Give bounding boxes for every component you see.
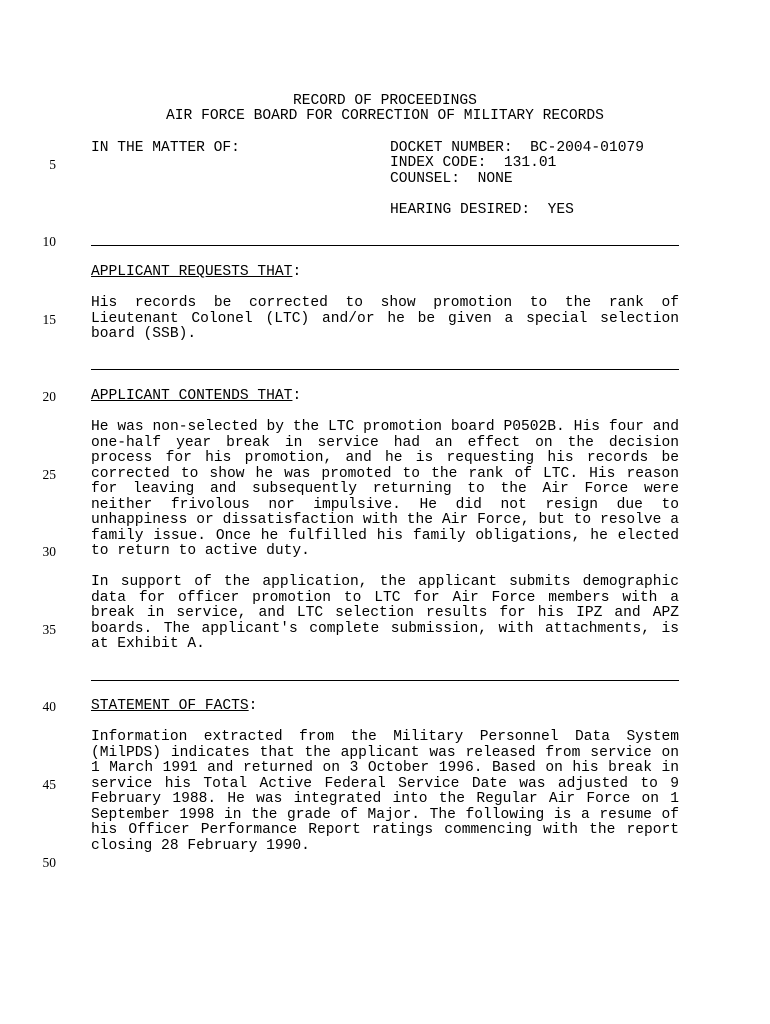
line-number: 40: [42, 699, 56, 714]
line-number: 5: [49, 157, 56, 172]
line-number: 20: [42, 389, 56, 404]
facts-heading-colon: :: [248, 698, 258, 714]
line-number: 30: [42, 544, 56, 559]
divider-rule: [91, 369, 679, 370]
section-heading-contends: [91, 389, 301, 405]
counsel: COUNSEL: NONE: [390, 171, 513, 187]
facts-paragraph: Information extracted from the Military Personnel Data System (MilPDS) indicates that the applicant was released from service on 1 March 1991 and returned on 3 October 1996. Based on his break in service his Total Active Federal Service Date was adjusted to 9 February 1988. He was integrated into the Regular Air Force on 1 September 1998 in the grade of Major. The following is a resume of his Officer Performance Report ratings commencing with the report closing 28 February 1990.: [91, 729, 679, 854]
line-number: 45: [42, 777, 56, 792]
line-number: 15: [42, 312, 56, 327]
contends-heading-text: APPLICANT CONTENDS THAT: [91, 388, 293, 404]
docket-number: DOCKET NUMBER: BC-2004-01079: [390, 140, 644, 156]
line-number: 50: [42, 855, 56, 870]
facts-heading-text: STATEMENT OF FACTS: [91, 698, 249, 714]
document-subtitle: AIR FORCE BOARD FOR CORRECTION OF MILITARY RECORDS: [166, 108, 604, 124]
divider-rule: [91, 680, 679, 681]
index-code: INDEX CODE: 131.01: [390, 155, 557, 171]
contends-paragraph-2: In support of the application, the applicant submits demographic data for officer promotion to LTC for Air Force members with a break in service, and LTC selection results for his IPZ and APZ boards. The applicant's complete submission, with attachments, is at Exhibit A.: [91, 574, 679, 652]
hearing-desired: HEARING DESIRED: YES: [390, 202, 574, 218]
in-the-matter-label: IN THE MATTER OF:: [91, 140, 240, 156]
requests-paragraph: His records be corrected to show promotion to the rank of Lieutenant Colonel (LTC) and/or he be given a special selection board (SSB).: [91, 295, 679, 342]
document-title: RECORD OF PROCEEDINGS: [293, 93, 477, 109]
line-number: 35: [42, 622, 56, 637]
contends-heading-colon: :: [292, 388, 302, 404]
line-number: 10: [42, 234, 56, 249]
contends-paragraph-1: He was non-selected by the LTC promotion board P0502B. His four and one-half year break in service had an effect on the decision process for his promotion, and he is requesting his records be corrected to show he was promoted to the rank of LTC. His reason for leaving and subsequently returning to the Air Force were neither frivolous nor impulsive. He did not resign due to unhappiness or dissatisfaction with the Air Force, but to resolve a family issue. Once he fulfilled his family obligations, he elected to return to active duty.: [91, 419, 679, 559]
section-heading-requests: [91, 265, 301, 281]
requests-heading-text: APPLICANT REQUESTS THAT: [91, 264, 293, 280]
line-number: 25: [42, 467, 56, 482]
requests-heading-colon: :: [292, 264, 302, 280]
section-heading-facts: [91, 699, 257, 715]
divider-rule: [91, 245, 679, 246]
